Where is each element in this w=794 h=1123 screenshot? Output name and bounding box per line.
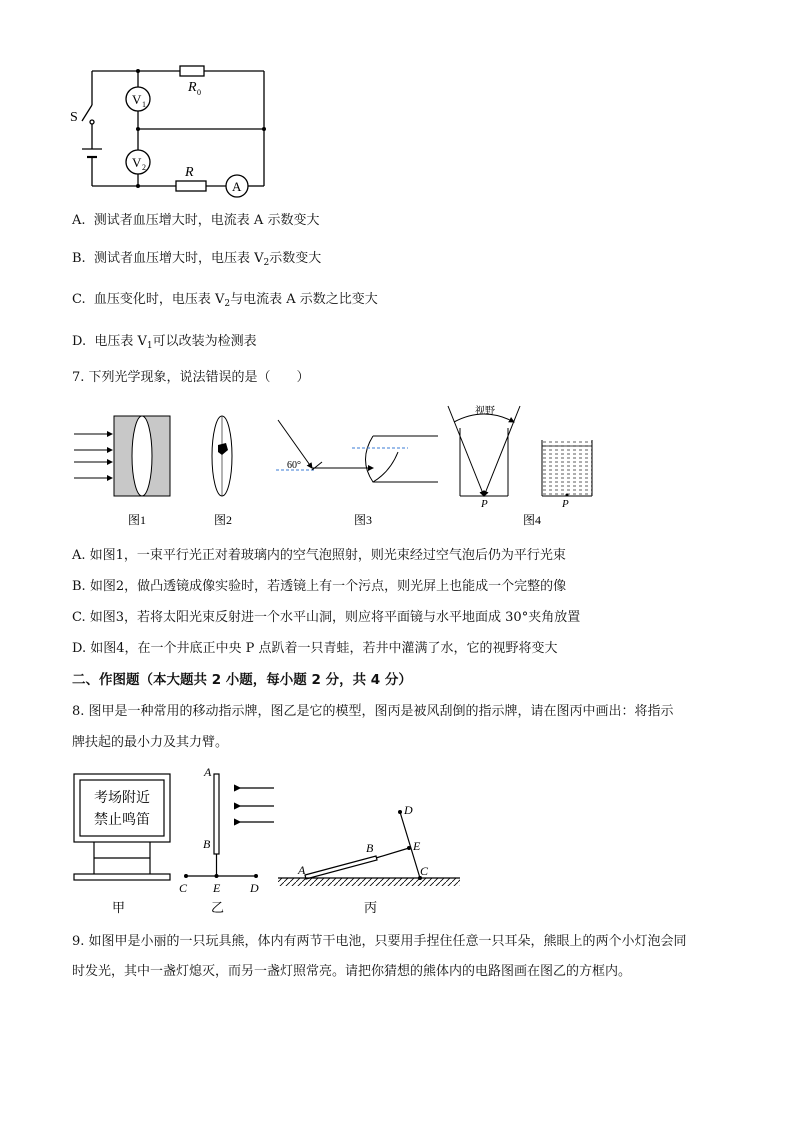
sign-text-line2: 禁止鸣笛: [94, 813, 150, 828]
fig-jia-caption: 甲: [112, 900, 126, 915]
v1-label: V: [132, 92, 142, 107]
fig-yi-model: [186, 774, 274, 876]
q8-line2: 牌扶起的最小力及其力臂。: [72, 735, 229, 750]
ammeter-label: A: [232, 179, 242, 194]
fig4-p-right: P: [562, 498, 569, 510]
bing-label-a: A: [298, 863, 306, 877]
v1-sub: 1: [142, 100, 146, 109]
fig4-water-well: [542, 440, 592, 497]
q6-option-b: B. 测试者血压增大时，电压表 $V_2$示数变大: [72, 251, 322, 268]
q9-line2: 时发光，其中一盏灯熄灭，而另一盏灯照常亮。请把你猜想的熊体内的电路图画在图乙的方框内。: [72, 964, 632, 979]
fig2-caption: 图2: [214, 513, 233, 527]
q7-stem: 7. 下列光学现象，说法错误的是（ ）: [72, 370, 310, 385]
q9-line1: 9. 如图甲是小丽的一只玩具熊，体内有两节干电池，只要用手捏住任意一只耳朵，熊眼上的两个小灯泡会同: [72, 934, 687, 949]
sign-text-line1: 考场附近: [94, 791, 150, 806]
r0-sub: 0: [197, 88, 201, 97]
fig3-mirror-cave: [276, 420, 438, 482]
circuit-diagram: [60, 55, 290, 205]
ground-hatch: [278, 878, 460, 886]
fig3-caption: 图3: [354, 513, 373, 527]
bing-label-e: E: [413, 839, 421, 853]
yi-label-d: D: [250, 881, 259, 895]
fig4-dry-well: [448, 406, 520, 496]
yi-label-b: B: [203, 837, 211, 851]
bing-label-c: C: [420, 864, 429, 878]
fig-bing-caption: 丙: [364, 900, 378, 915]
v2-label: V: [132, 155, 142, 170]
fig1-glass-bubble: [74, 416, 170, 496]
fig4-p-left: P: [481, 498, 488, 510]
q6-option-d: D. 电压表 $V_1$可以改装为检测表: [72, 334, 257, 351]
sign-figures: [68, 762, 468, 920]
v2-sub: 2: [142, 163, 146, 172]
bing-label-d: D: [404, 803, 413, 817]
optics-figures: [68, 400, 608, 530]
r0-label: R: [188, 80, 197, 95]
fig4-caption: 图4: [523, 513, 542, 527]
q6-option-c: C. 血压变化时，电压表 $V_2$与电流表 A 示数之比变大: [72, 292, 378, 309]
q7-option-b: B. 如图2，做凸透镜成像实验时，若透镜上有一个污点，则光屏上也能成一个完整的像: [72, 579, 567, 594]
fig3-angle: 60°: [287, 460, 301, 471]
section-heading: 二、作图题（本大题共 2 小题，每小题 2 分，共 4 分）: [72, 672, 412, 688]
q7-option-a: A. 如图1，一束平行光正对着玻璃内的空气泡照射，则光束经过空气泡后仍为平行光束: [72, 548, 566, 563]
fig4-view: 视野: [475, 406, 495, 417]
fig2-lens: [212, 416, 232, 496]
q6-option-a: A. 测试者血压增大时，电流表 A 示数变大: [72, 213, 320, 228]
yi-label-e: E: [213, 881, 221, 895]
yi-label-a: A: [204, 765, 212, 779]
switch-label: S: [70, 110, 78, 125]
fig1-caption: 图1: [128, 513, 147, 527]
yi-label-c: C: [179, 881, 188, 895]
bing-label-b: B: [366, 841, 374, 855]
q7-option-c: C. 如图3，若将太阳光束反射进一个水平山洞，则应将平面镜与水平地面成 30°夹角放置: [72, 610, 581, 625]
q8-line1: 8. 图甲是一种常用的移动指示牌，图乙是它的模型，图丙是被风刮倒的指示牌，请在图丙中画出：将指示: [72, 704, 674, 719]
r-label: R: [185, 165, 194, 180]
q7-option-d: D. 如图4，在一个井底正中央 P 点趴着一只青蛙，若井中灌满了水，它的视野将变大: [72, 641, 558, 656]
fig-yi-caption: 乙: [211, 900, 225, 915]
